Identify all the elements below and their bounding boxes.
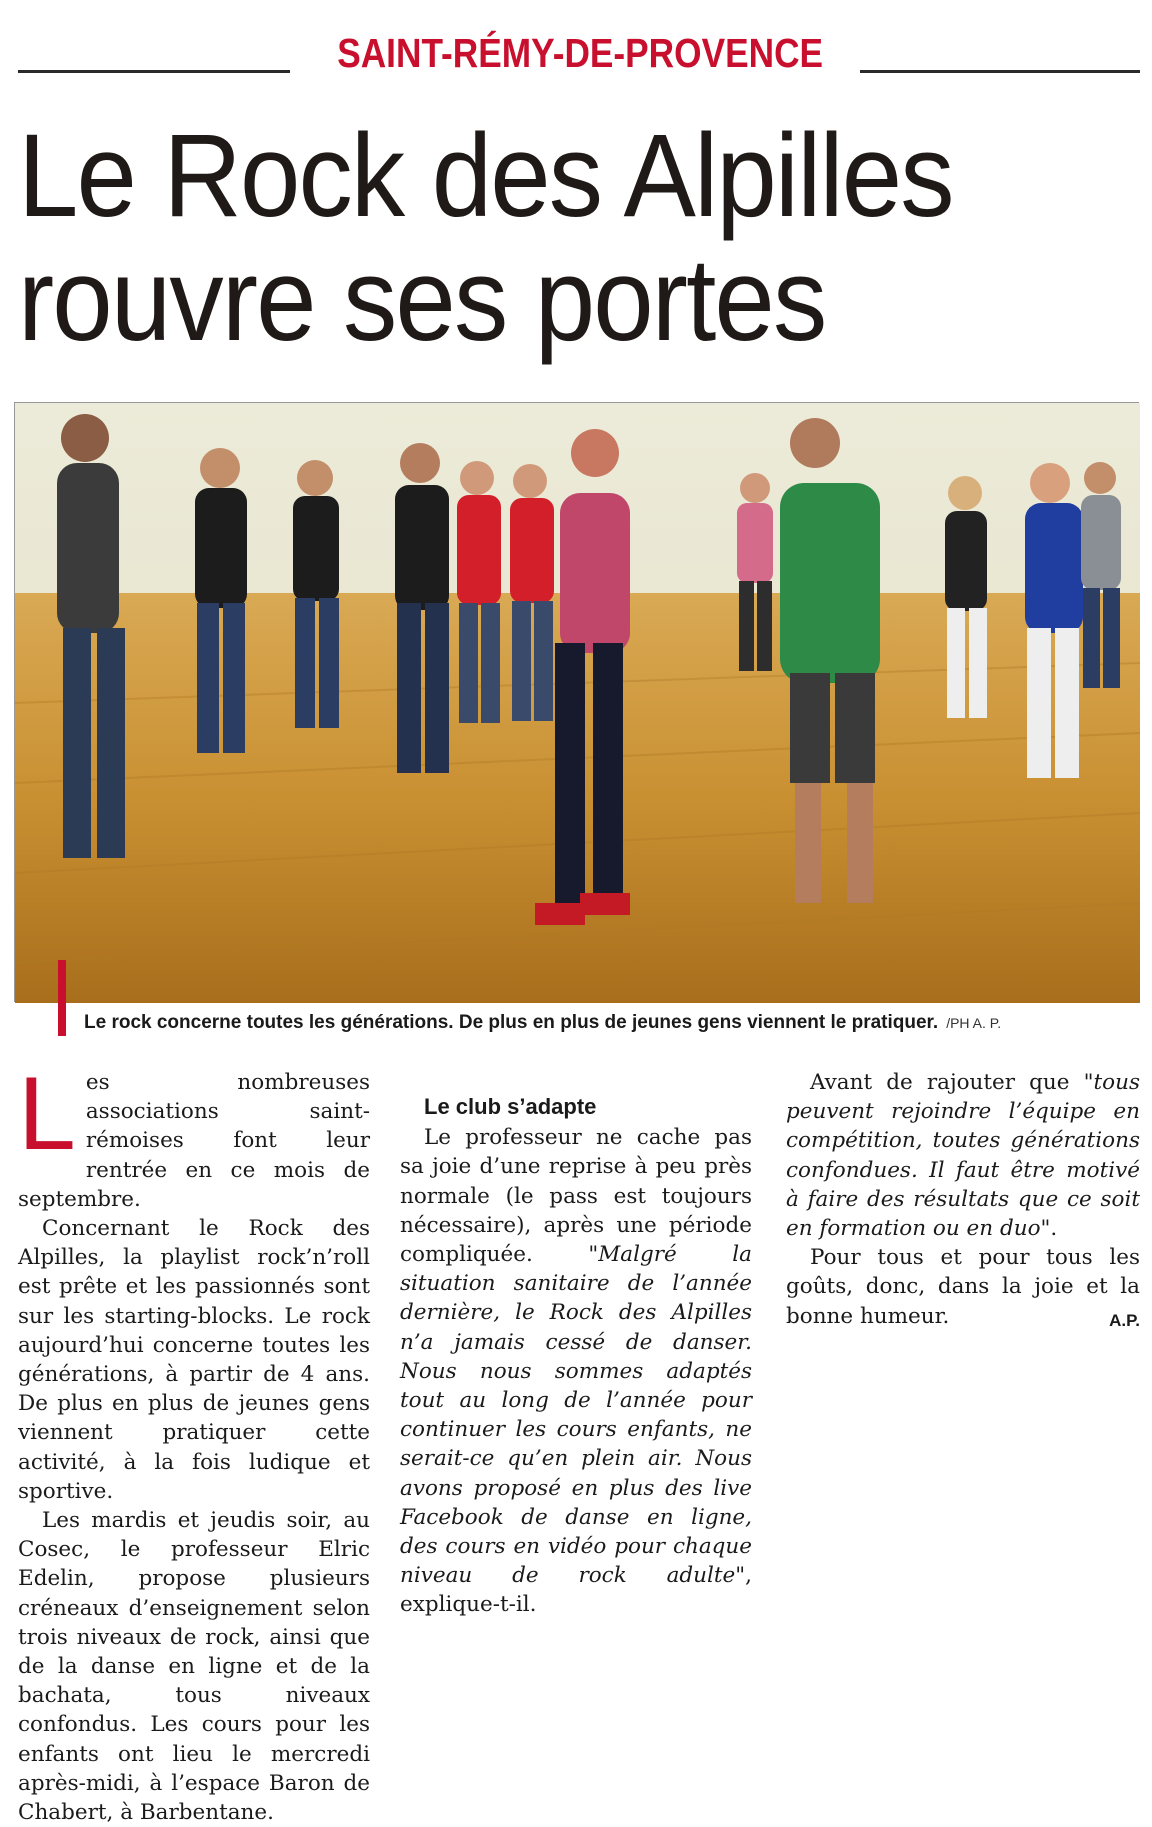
paragraph-1 [18,1056,370,1214]
photo-caption [84,1012,1144,1034]
paragraph-4-start: Le professeur ne cache pas sa joie d’une reprise à peu près normale (le pass est toujours nécessaire), après une période compliquée. " [400,1125,752,1268]
paragraph-5-end: ". [1040,1216,1058,1242]
author-signature: A.P. [1109,1310,1140,1330]
paragraph-4 [400,1123,752,1619]
article-column-3 [786,1068,1140,1335]
article-column-2 [400,1068,752,1620]
kicker-rule-left [18,70,290,73]
photo-credit: /PH A. P. [946,1015,1002,1031]
caption-accent-bar [58,960,66,1036]
paragraph-5 [786,1068,1140,1243]
headline-line-2: rouvre ses portes [18,234,826,366]
paragraph-5-quote: tous peuvent rejoindre l’équipe en compétition, toutes générations confondues. Il faut être motivé à faire des résultats que ce soit en formation ou en duo [786,1070,1140,1242]
section-kicker: SAINT-RÉMY-DE-PROVENCE [337,30,824,76]
paragraph-5-start: Avant de rajouter que " [810,1070,1094,1095]
paragraph-2: Concernant le Rock des Alpilles, la playlist rock’n’roll est prête et les passionnés sont sur les starting-blocks. Le rock aujourd’hui concerne toutes les générations, à partir de 4 ans. De plus en plus de jeunes gens viennent pratiquer cette activité, à la fois ludique et sportive. [18,1216,370,1504]
subhead: Le club s’adapte [424,1094,597,1119]
paragraph-4-quote: Malgré la situation sanitaire de l’année dernière, le Rock des Alpilles n’a jamais cessé de danser. Nous nous sommes adaptés tout au long de l’année pour continuer les cours enfants, ne serait-ce qu’en plein air. Nous avons proposé en plus des live Facebook de danse en ligne, des cours en vidéo pour chaque niveau de rock adulte [400,1242,752,1589]
headline [18,110,1140,366]
paragraph-6-text: Pour tous et pour tous les goûts, donc, dans la joie et la bonne humeur. [786,1245,1140,1329]
kicker-rule-right [860,70,1140,73]
kicker-row [18,30,1140,82]
dance-class-photo [14,402,1139,1002]
photo-illustration [15,403,1140,1003]
paragraph-3: Les mardis et jeudis soir, au Cosec, le professeur Elric Edelin, propose plusieurs créneaux d’enseignement selon trois niveaux de rock, ainsi que de la danse en ligne et de la bachata, tous niveaux confondus. Les cours pour les enfants ont lieu le mercredi après-midi, à l’espace Baron de Chabert, à Barbentane. [18,1508,370,1826]
paragraph-6 [786,1243,1140,1331]
article-column-1 [18,1056,370,1827]
dropcap: L [18,1056,76,1172]
paragraph-1-text: es nombreuses associations saint-rémoises font leur rentrée en ce mois de septembre. [18,1070,370,1212]
paragraph-4-end: ", explique-t-il. [400,1563,752,1618]
headline-line-1: Le Rock des Alpilles [18,110,953,242]
caption-text: Le rock concerne toutes les générations. De plus en plus de jeunes gens viennent le pratiquer. [84,1012,939,1033]
